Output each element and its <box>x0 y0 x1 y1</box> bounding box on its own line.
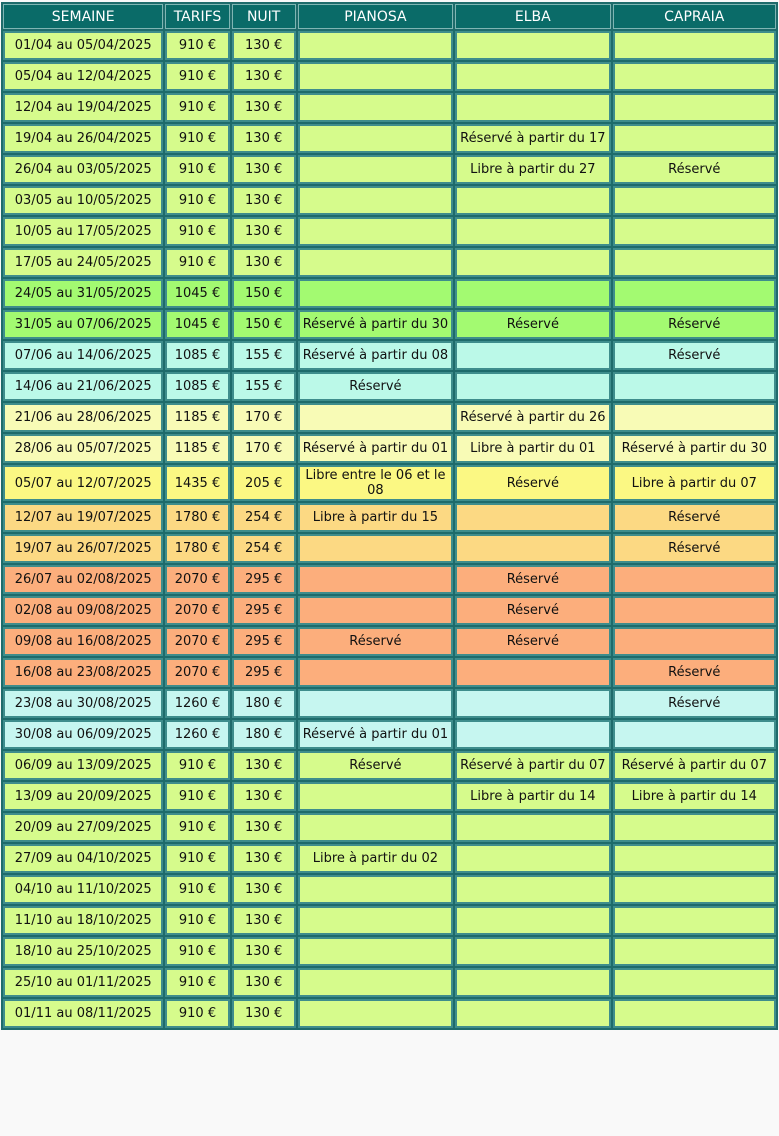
elba-status-cell <box>455 62 610 91</box>
table-row <box>3 906 776 935</box>
pianosa-status-cell <box>298 596 453 625</box>
pianosa-status-cell <box>298 31 453 60</box>
table-row <box>3 124 776 153</box>
capraia-status-cell <box>613 186 776 215</box>
price-cell: 910 € <box>165 751 229 780</box>
table-row <box>3 465 776 501</box>
pianosa-status-cell: Réservé <box>298 751 453 780</box>
capraia-status-cell <box>613 31 776 60</box>
capraia-status-cell <box>613 93 776 122</box>
column-header-nuit: NUIT <box>232 4 296 29</box>
capraia-status-cell <box>613 372 776 401</box>
price-cell: 910 € <box>165 844 229 873</box>
capraia-status-cell: Réservé à partir du 07 <box>613 751 776 780</box>
pianosa-status-cell <box>298 658 453 687</box>
table-row <box>3 658 776 687</box>
column-header-pianosa: PIANOSA <box>298 4 453 29</box>
week-cell: 30/08 au 06/09/2025 <box>3 720 163 749</box>
night-price-cell: 295 € <box>232 565 296 594</box>
pianosa-status-cell <box>298 534 453 563</box>
elba-status-cell: Réservé <box>455 596 610 625</box>
price-cell: 1085 € <box>165 341 229 370</box>
week-cell: 10/05 au 17/05/2025 <box>3 217 163 246</box>
capraia-status-cell: Réservé <box>613 689 776 718</box>
price-cell: 910 € <box>165 155 229 184</box>
night-price-cell: 130 € <box>232 782 296 811</box>
table-row <box>3 782 776 811</box>
week-cell: 04/10 au 11/10/2025 <box>3 875 163 904</box>
price-cell: 2070 € <box>165 565 229 594</box>
capraia-status-cell: Réservé <box>613 341 776 370</box>
elba-status-cell <box>455 279 610 308</box>
pianosa-status-cell <box>298 217 453 246</box>
price-cell: 910 € <box>165 782 229 811</box>
elba-status-cell <box>455 248 610 277</box>
table-row <box>3 31 776 60</box>
week-cell: 03/05 au 10/05/2025 <box>3 186 163 215</box>
week-cell: 24/05 au 31/05/2025 <box>3 279 163 308</box>
price-cell: 1780 € <box>165 503 229 532</box>
night-price-cell: 150 € <box>232 279 296 308</box>
table-row <box>3 627 776 656</box>
week-cell: 05/07 au 12/07/2025 <box>3 465 163 501</box>
capraia-status-cell <box>613 720 776 749</box>
elba-status-cell <box>455 341 610 370</box>
price-cell: 910 € <box>165 937 229 966</box>
night-price-cell: 130 € <box>232 906 296 935</box>
column-header-tarifs: TARIFS <box>165 4 229 29</box>
night-price-cell: 155 € <box>232 341 296 370</box>
capraia-status-cell <box>613 62 776 91</box>
night-price-cell: 130 € <box>232 248 296 277</box>
price-cell: 1780 € <box>165 534 229 563</box>
night-price-cell: 295 € <box>232 596 296 625</box>
week-cell: 06/09 au 13/09/2025 <box>3 751 163 780</box>
table-row <box>3 186 776 215</box>
night-price-cell: 254 € <box>232 534 296 563</box>
capraia-status-cell <box>613 999 776 1028</box>
capraia-status-cell <box>613 627 776 656</box>
night-price-cell: 130 € <box>232 31 296 60</box>
table-row <box>3 534 776 563</box>
table-row <box>3 248 776 277</box>
table-row <box>3 751 776 780</box>
table-row <box>3 596 776 625</box>
week-cell: 20/09 au 27/09/2025 <box>3 813 163 842</box>
week-cell: 19/04 au 26/04/2025 <box>3 124 163 153</box>
elba-status-cell <box>455 937 610 966</box>
elba-status-cell: Réservé <box>455 310 610 339</box>
pianosa-status-cell <box>298 565 453 594</box>
week-cell: 11/10 au 18/10/2025 <box>3 906 163 935</box>
price-cell: 1085 € <box>165 372 229 401</box>
table-row <box>3 689 776 718</box>
pianosa-status-cell <box>298 813 453 842</box>
pianosa-status-cell <box>298 93 453 122</box>
capraia-status-cell: Réservé <box>613 155 776 184</box>
pianosa-status-cell: Réservé <box>298 372 453 401</box>
pianosa-status-cell <box>298 279 453 308</box>
night-price-cell: 130 € <box>232 186 296 215</box>
capraia-status-cell <box>613 403 776 432</box>
elba-status-cell <box>455 875 610 904</box>
capraia-status-cell: Réservé <box>613 534 776 563</box>
capraia-status-cell <box>613 875 776 904</box>
week-cell: 13/09 au 20/09/2025 <box>3 782 163 811</box>
table-row <box>3 310 776 339</box>
week-cell: 31/05 au 07/06/2025 <box>3 310 163 339</box>
capraia-status-cell <box>613 217 776 246</box>
night-price-cell: 130 € <box>232 217 296 246</box>
table-row <box>3 434 776 463</box>
week-cell: 26/04 au 03/05/2025 <box>3 155 163 184</box>
night-price-cell: 205 € <box>232 465 296 501</box>
night-price-cell: 130 € <box>232 968 296 997</box>
night-price-cell: 155 € <box>232 372 296 401</box>
night-price-cell: 254 € <box>232 503 296 532</box>
elba-status-cell: Réservé à partir du 07 <box>455 751 610 780</box>
elba-status-cell: Réservé <box>455 465 610 501</box>
elba-status-cell <box>455 720 610 749</box>
table-row <box>3 813 776 842</box>
week-cell: 25/10 au 01/11/2025 <box>3 968 163 997</box>
elba-status-cell <box>455 217 610 246</box>
week-cell: 26/07 au 02/08/2025 <box>3 565 163 594</box>
elba-status-cell: Libre à partir du 01 <box>455 434 610 463</box>
week-cell: 01/11 au 08/11/2025 <box>3 999 163 1028</box>
price-cell: 1435 € <box>165 465 229 501</box>
week-cell: 16/08 au 23/08/2025 <box>3 658 163 687</box>
column-header-elba: ELBA <box>455 4 610 29</box>
column-header-semaine: SEMAINE <box>3 4 163 29</box>
night-price-cell: 130 € <box>232 155 296 184</box>
capraia-status-cell <box>613 937 776 966</box>
week-cell: 01/04 au 05/04/2025 <box>3 31 163 60</box>
week-cell: 21/06 au 28/06/2025 <box>3 403 163 432</box>
price-cell: 910 € <box>165 906 229 935</box>
night-price-cell: 130 € <box>232 93 296 122</box>
price-cell: 1185 € <box>165 434 229 463</box>
table-row <box>3 565 776 594</box>
table-row <box>3 341 776 370</box>
pianosa-status-cell: Libre à partir du 15 <box>298 503 453 532</box>
elba-status-cell <box>455 658 610 687</box>
night-price-cell: 130 € <box>232 875 296 904</box>
capraia-status-cell <box>613 279 776 308</box>
night-price-cell: 130 € <box>232 813 296 842</box>
week-cell: 14/06 au 21/06/2025 <box>3 372 163 401</box>
week-cell: 12/04 au 19/04/2025 <box>3 93 163 122</box>
pianosa-status-cell: Réservé à partir du 08 <box>298 341 453 370</box>
elba-status-cell <box>455 844 610 873</box>
pianosa-status-cell: Libre entre le 06 et le 08 <box>298 465 453 501</box>
pianosa-status-cell <box>298 186 453 215</box>
elba-status-cell <box>455 372 610 401</box>
capraia-status-cell <box>613 844 776 873</box>
pianosa-status-cell <box>298 782 453 811</box>
price-cell: 2070 € <box>165 596 229 625</box>
capraia-status-cell: Libre à partir du 07 <box>613 465 776 501</box>
pianosa-status-cell: Réservé à partir du 01 <box>298 720 453 749</box>
week-cell: 18/10 au 25/10/2025 <box>3 937 163 966</box>
night-price-cell: 180 € <box>232 720 296 749</box>
table-row <box>3 403 776 432</box>
elba-status-cell <box>455 186 610 215</box>
night-price-cell: 130 € <box>232 844 296 873</box>
column-header-capraia: CAPRAIA <box>613 4 776 29</box>
table-body <box>3 31 776 1028</box>
pianosa-status-cell: Réservé <box>298 627 453 656</box>
capraia-status-cell: Réservé <box>613 658 776 687</box>
pricing-table <box>1 2 778 1030</box>
week-cell: 12/07 au 19/07/2025 <box>3 503 163 532</box>
pianosa-status-cell: Réservé à partir du 30 <box>298 310 453 339</box>
table-row <box>3 999 776 1028</box>
night-price-cell: 180 € <box>232 689 296 718</box>
night-price-cell: 150 € <box>232 310 296 339</box>
pianosa-status-cell <box>298 999 453 1028</box>
pianosa-status-cell <box>298 62 453 91</box>
capraia-status-cell: Réservé <box>613 503 776 532</box>
price-cell: 910 € <box>165 248 229 277</box>
price-cell: 910 € <box>165 31 229 60</box>
week-cell: 09/08 au 16/08/2025 <box>3 627 163 656</box>
elba-status-cell: Libre à partir du 14 <box>455 782 610 811</box>
pianosa-status-cell <box>298 937 453 966</box>
week-cell: 17/05 au 24/05/2025 <box>3 248 163 277</box>
elba-status-cell <box>455 534 610 563</box>
capraia-status-cell <box>613 248 776 277</box>
capraia-status-cell <box>613 124 776 153</box>
night-price-cell: 130 € <box>232 751 296 780</box>
night-price-cell: 170 € <box>232 434 296 463</box>
table-row <box>3 937 776 966</box>
price-cell: 1185 € <box>165 403 229 432</box>
week-cell: 07/06 au 14/06/2025 <box>3 341 163 370</box>
table-row <box>3 372 776 401</box>
pianosa-status-cell <box>298 689 453 718</box>
table-row <box>3 844 776 873</box>
capraia-status-cell: Libre à partir du 14 <box>613 782 776 811</box>
pianosa-status-cell <box>298 124 453 153</box>
night-price-cell: 295 € <box>232 658 296 687</box>
night-price-cell: 130 € <box>232 62 296 91</box>
pianosa-status-cell: Réservé à partir du 01 <box>298 434 453 463</box>
capraia-status-cell: Réservé <box>613 310 776 339</box>
table-row <box>3 720 776 749</box>
capraia-status-cell <box>613 596 776 625</box>
capraia-status-cell: Réservé à partir du 30 <box>613 434 776 463</box>
price-cell: 1260 € <box>165 689 229 718</box>
pianosa-status-cell <box>298 248 453 277</box>
pianosa-status-cell <box>298 155 453 184</box>
elba-status-cell <box>455 689 610 718</box>
elba-status-cell <box>455 999 610 1028</box>
week-cell: 28/06 au 05/07/2025 <box>3 434 163 463</box>
elba-status-cell: Réservé à partir du 26 <box>455 403 610 432</box>
pianosa-status-cell <box>298 403 453 432</box>
elba-status-cell: Réservé à partir du 17 <box>455 124 610 153</box>
price-cell: 2070 € <box>165 627 229 656</box>
capraia-status-cell <box>613 813 776 842</box>
table-row <box>3 62 776 91</box>
pianosa-status-cell <box>298 906 453 935</box>
elba-status-cell: Réservé <box>455 565 610 594</box>
night-price-cell: 130 € <box>232 999 296 1028</box>
price-cell: 1045 € <box>165 310 229 339</box>
elba-status-cell <box>455 503 610 532</box>
pianosa-status-cell <box>298 875 453 904</box>
elba-status-cell <box>455 93 610 122</box>
pianosa-status-cell: Libre à partir du 02 <box>298 844 453 873</box>
table-row <box>3 217 776 246</box>
night-price-cell: 130 € <box>232 937 296 966</box>
elba-status-cell <box>455 31 610 60</box>
page-bottom-strip <box>0 1112 779 1136</box>
table-header <box>3 4 776 29</box>
elba-status-cell <box>455 906 610 935</box>
price-cell: 1045 € <box>165 279 229 308</box>
pianosa-status-cell <box>298 968 453 997</box>
price-cell: 910 € <box>165 813 229 842</box>
price-cell: 2070 € <box>165 658 229 687</box>
price-cell: 910 € <box>165 93 229 122</box>
night-price-cell: 170 € <box>232 403 296 432</box>
price-cell: 910 € <box>165 124 229 153</box>
price-cell: 910 € <box>165 186 229 215</box>
price-cell: 1260 € <box>165 720 229 749</box>
table-row <box>3 875 776 904</box>
week-cell: 05/04 au 12/04/2025 <box>3 62 163 91</box>
table-row <box>3 503 776 532</box>
elba-status-cell <box>455 813 610 842</box>
header-row <box>3 4 776 29</box>
table-row <box>3 968 776 997</box>
capraia-status-cell <box>613 968 776 997</box>
night-price-cell: 295 € <box>232 627 296 656</box>
table-row <box>3 155 776 184</box>
price-cell: 910 € <box>165 968 229 997</box>
capraia-status-cell <box>613 906 776 935</box>
elba-status-cell: Réservé <box>455 627 610 656</box>
table-row <box>3 279 776 308</box>
price-cell: 910 € <box>165 999 229 1028</box>
table-row <box>3 93 776 122</box>
week-cell: 19/07 au 26/07/2025 <box>3 534 163 563</box>
price-cell: 910 € <box>165 217 229 246</box>
elba-status-cell: Libre à partir du 27 <box>455 155 610 184</box>
capraia-status-cell <box>613 565 776 594</box>
week-cell: 27/09 au 04/10/2025 <box>3 844 163 873</box>
week-cell: 23/08 au 30/08/2025 <box>3 689 163 718</box>
elba-status-cell <box>455 968 610 997</box>
week-cell: 02/08 au 09/08/2025 <box>3 596 163 625</box>
night-price-cell: 130 € <box>232 124 296 153</box>
price-cell: 910 € <box>165 62 229 91</box>
price-cell: 910 € <box>165 875 229 904</box>
